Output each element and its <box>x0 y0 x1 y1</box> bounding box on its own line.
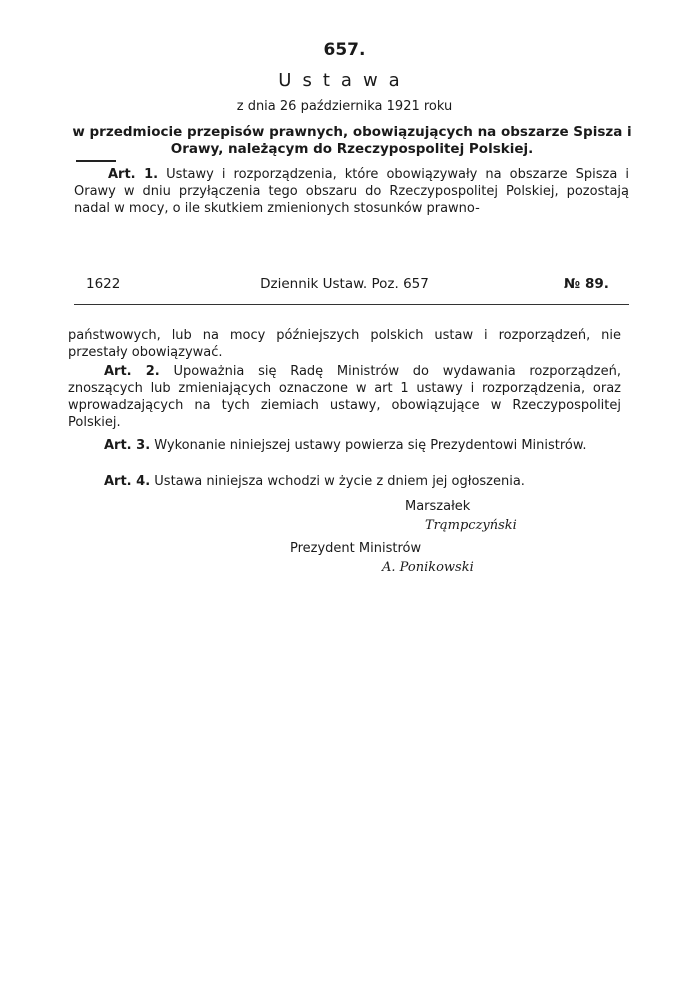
act-number: 657. <box>323 40 366 60</box>
journal-title: Dziennik Ustaw. Poz. 657 <box>260 276 429 292</box>
act-subject: w przedmiocie przepisów prawnych, obowiązujących na obszarze Spisza i Orawy, należącym do Rzeczypospolitej Polskiej. <box>72 124 632 157</box>
signature-marshal: Trąmpczyński <box>425 518 517 533</box>
header-rule <box>74 304 629 305</box>
act-date: z dnia 26 października 1921 roku <box>236 99 453 114</box>
signature-role-prime-minister: Prezydent Ministrów <box>290 541 422 556</box>
article-1 <box>74 166 629 217</box>
act-title: Ustawa <box>278 70 411 91</box>
article-1-continuation: państwowych, lub na mocy późniejszych polskich ustaw i rozporządzeń, nie przestały obowiązywać. <box>68 328 621 360</box>
article-3-text: Wykonanie niniejszej ustawy powierza się Prezydentowi Ministrów. <box>154 438 587 453</box>
article-1-text: Ustawy i rozporządzenia, które obowiązywały na obszarze Spisza i Orawy w dniu przyłączenia tego obszaru do Rzeczypospolitej Polskiej, pozostają nadal w mocy, o ile skutkiem zmienionych stosunków prawno- <box>74 167 629 216</box>
page-number: 1622 <box>86 276 121 292</box>
article-4-text: Ustawa niniejsza wchodzi w życie z dniem jej ogłoszenia. <box>154 474 525 489</box>
article-2 <box>68 363 621 431</box>
article-1-label: Art. 1. <box>108 167 159 182</box>
article-4 <box>68 473 621 490</box>
issue-number: № 89. <box>564 276 609 292</box>
article-4-label: Art. 4. <box>104 474 151 489</box>
article-2-label: Art. 2. <box>104 364 160 379</box>
article-3-label: Art. 3. <box>104 438 151 453</box>
article-2-text: Upoważnia się Radę Ministrów do wydawania rozporządzeń, znoszących lub zmieniających oznaczone w art 1 ustawy i rozporządzenia, oraz wprowadzających na tych ziemiach ustawy, obowiązujące w Rzeczypospolitej Polskiej. <box>68 364 621 430</box>
article-3 <box>68 437 621 454</box>
signature-role-marshal: Marszałek <box>405 499 471 514</box>
short-divider <box>76 160 116 162</box>
signature-prime-minister: A. Ponikowski <box>382 560 474 575</box>
